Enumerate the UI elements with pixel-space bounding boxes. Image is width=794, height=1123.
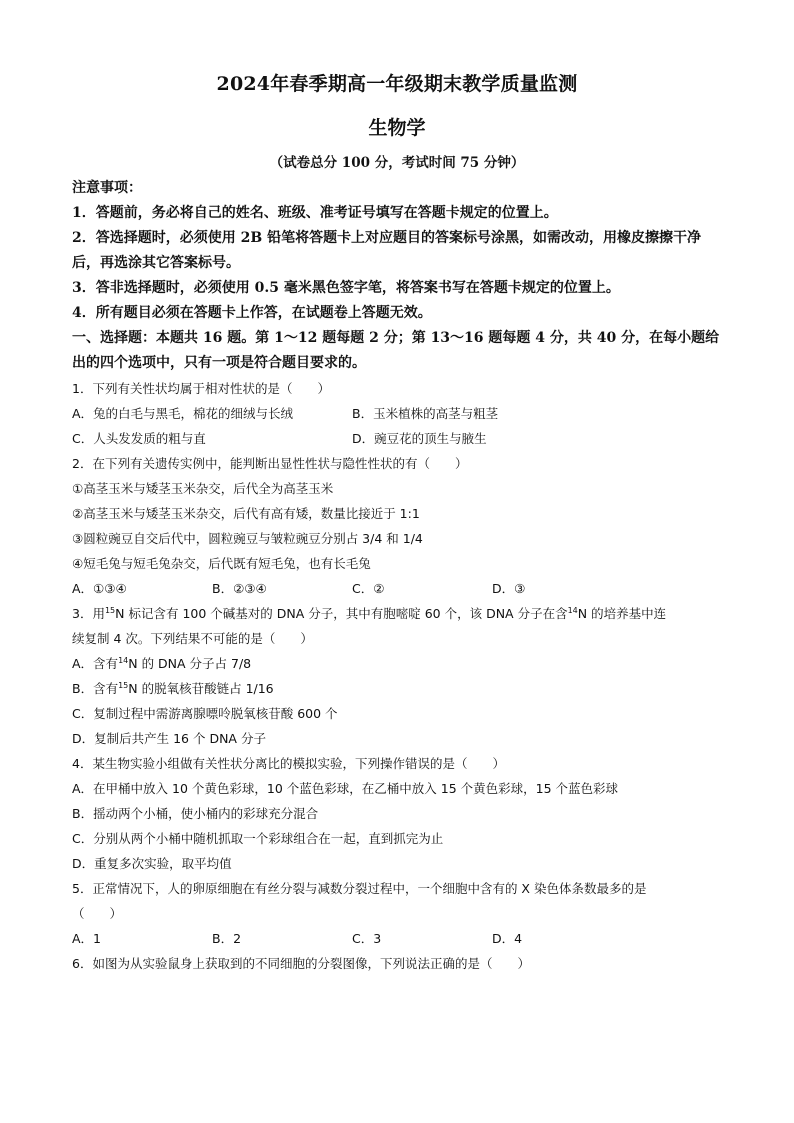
question-5-option-d: D．4	[492, 931, 523, 946]
question-3-option-c: C．复制过程中需游离腺嘌呤脱氧核苷酸 600 个	[72, 706, 338, 721]
question-3-option-d: D．复制后共产生 16 个 DNA 分子	[72, 731, 266, 746]
exam-info: （试卷总分 100 分，考试时间 75 分钟）	[269, 155, 525, 171]
question-3-option-b	[72, 676, 722, 701]
question-3-stem	[72, 601, 722, 626]
question-2-options-row	[72, 576, 722, 601]
question-3-option-b-part-1: B．含有	[72, 681, 119, 696]
question-3-stem-line-2: 续复制 4 次。下列结果不可能的是（ ）	[72, 631, 313, 646]
question-2-item-4: ④短毛兔与短毛兔杂交，后代既有短毛兔，也有长毛兔	[72, 556, 371, 571]
question-5-options-row	[72, 926, 722, 951]
question-6	[72, 951, 722, 976]
question-3-option-a-part-2: N 的 DNA 分子占 7/8	[128, 656, 252, 671]
isotope-superscript: 14	[118, 656, 129, 665]
note-3: 3．答非选择题时，必须使用 0.5 毫米黑色签字笔，将答案书写在答题卡规定的位置上。	[72, 280, 620, 296]
question-5-stem-line-2: （ ）	[72, 906, 123, 921]
note-2: 2．答选择题时，必须使用 2B 铅笔将答题卡上对应题目的答案标号涂黑，如需改动，用橡皮擦擦干净后，再选涂其它答案标号。	[72, 230, 702, 271]
question-4-option-c: C．分别从两个小桶中随机抓取一个彩球组合在一起，直到抓完为止	[72, 831, 444, 846]
question-1-stem: 1．下列有关性状均属于相对性状的是（ ）	[72, 381, 330, 396]
question-3-stem-part-3: N 的培养基中连	[577, 606, 667, 621]
question-2-stem: 2．在下列有关遗传实例中，能判断出显性性状与隐性性状的有（ ）	[72, 456, 468, 471]
note-1: 1．答题前，务必将自己的姓名、班级、准考证号填写在答题卡规定的位置上。	[72, 205, 558, 221]
question-3	[72, 601, 722, 751]
question-1-options-row-2	[72, 426, 722, 451]
question-4-stem: 4．某生物实验小组做有关性状分离比的模拟实验，下列操作错误的是（ ）	[72, 756, 505, 771]
question-1-option-b: B．玉米植株的高茎与粗茎	[352, 406, 499, 421]
section-1-heading: 一、选择题：本题共 16 题。第 1～12 题每题 2 分；第 13～16 题每题 4 分，共 40 分，在每小题给出的四个选项中，只有一项是符合题目要求的。	[72, 330, 720, 371]
question-3-stem-part-1: 3．用	[72, 606, 105, 621]
question-2-option-a: A．①③④	[72, 581, 127, 596]
question-3-option-a-part-1: A．含有	[72, 656, 119, 671]
question-2-item-1: ①高茎玉米与矮茎玉米杂交，后代全为高茎玉米	[72, 481, 334, 496]
exam-title: 2024年春季期高一年级期末教学质量监测	[216, 73, 578, 95]
question-5-option-b: B．2	[212, 931, 242, 946]
question-4-option-a: A．在甲桶中放入 10 个黄色彩球，10 个蓝色彩球，在乙桶中放入 15 个黄色彩球，15 个蓝色彩球	[72, 781, 619, 796]
question-5	[72, 876, 722, 951]
isotope-superscript: 15	[118, 681, 129, 690]
question-2-item-3: ③圆粒豌豆自交后代中，圆粒豌豆与皱粒豌豆分别占 3/4 和 1/4	[72, 531, 423, 546]
question-3-option-a	[72, 651, 722, 676]
question-5-option-a: A．1	[72, 931, 102, 946]
question-4	[72, 751, 722, 876]
question-5-stem: 5．正常情况下，人的卵原细胞在有丝分裂与减数分裂过程中，一个细胞中含有的 X 染色体条数最多的是	[72, 881, 647, 896]
question-5-option-c: C．3	[352, 931, 382, 946]
isotope-superscript-15: 15	[104, 606, 116, 615]
question-1-options-row-1	[72, 401, 722, 426]
question-2-option-c: C．②	[352, 581, 385, 596]
question-3-stem-part-2: N 标记含有 100 个碱基对的 DNA 分子，其中有胞嘧啶 60 个，该 DNA 分子在含	[115, 606, 568, 621]
notes-heading: 注意事项：	[72, 180, 142, 196]
question-1-option-c: C．人头发发质的粗与直	[72, 431, 206, 446]
question-1-option-d: D．豌豆花的顶生与腋生	[352, 431, 487, 446]
question-3-option-b-part-2: N 的脱氧核苷酸链占 1/16	[128, 681, 274, 696]
question-1	[72, 376, 722, 451]
question-4-option-b: B．摇动两个小桶，使小桶内的彩球充分混合	[72, 806, 319, 821]
question-1-option-a: A．兔的白毛与黑毛，棉花的细绒与长绒	[72, 406, 294, 421]
question-2-option-d: D．③	[492, 581, 526, 596]
note-4: 4．所有题目必须在答题卡上作答，在试题卷上答题无效。	[72, 305, 432, 321]
question-6-stem: 6．如图为从实验鼠身上获取到的不同细胞的分裂图像，下列说法正确的是（ ）	[72, 956, 530, 971]
isotope-superscript-14: 14	[567, 606, 578, 615]
question-2-option-b: B．②③④	[212, 581, 267, 596]
question-2	[72, 451, 722, 601]
subject-title: 生物学	[368, 117, 426, 139]
question-2-item-2: ②高茎玉米与矮茎玉米杂交，后代有高有矮，数量比接近于 1:1	[72, 506, 420, 521]
question-4-option-d: D．重复多次实验，取平均值	[72, 856, 232, 871]
notes-block	[72, 176, 722, 326]
